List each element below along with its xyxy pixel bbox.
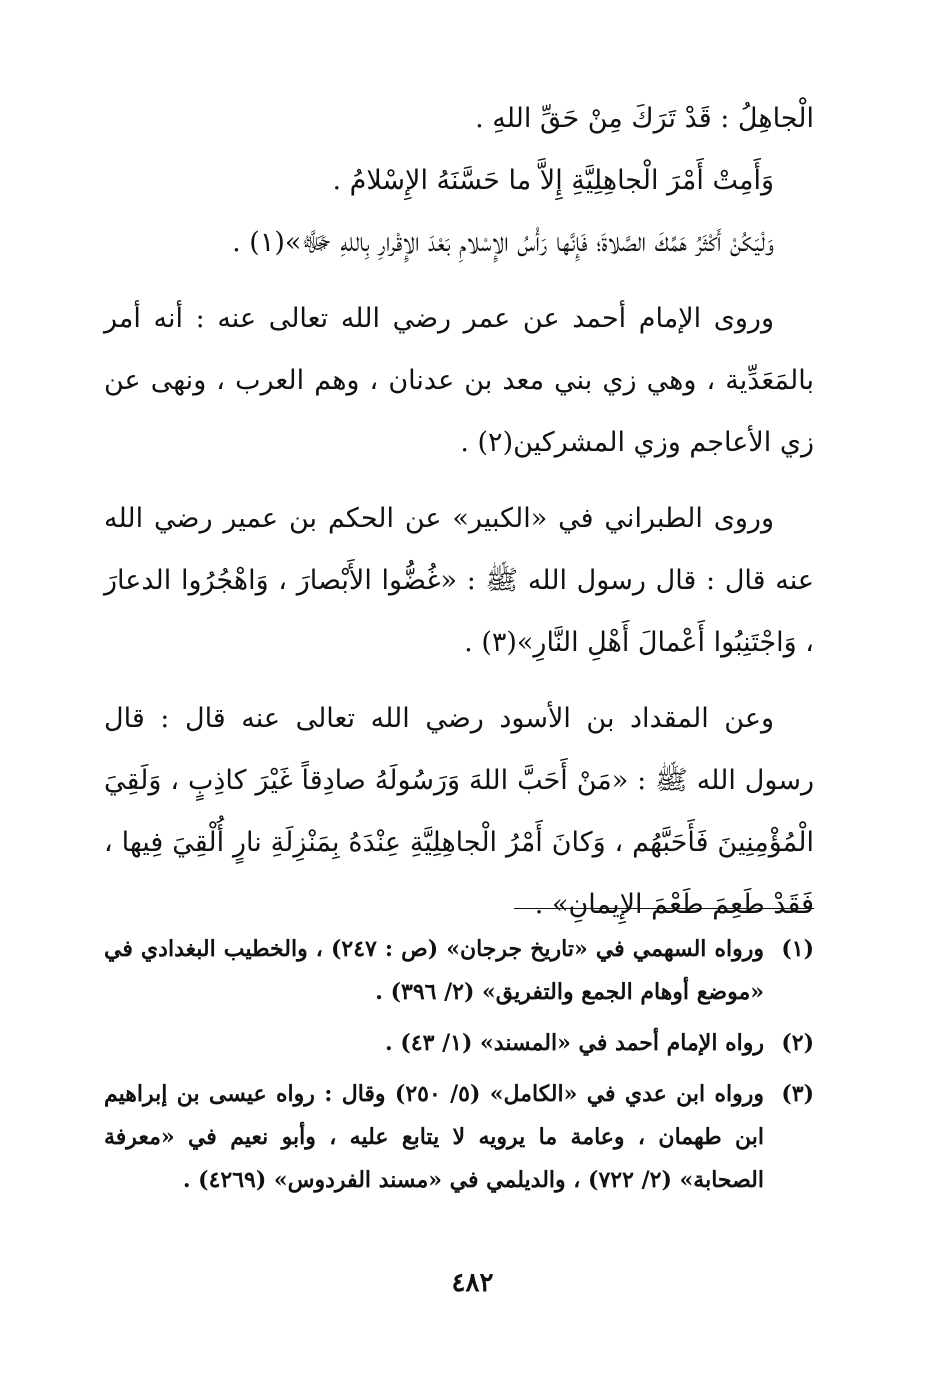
footnote-text: رواه الإمام أحمد في «المسند» (١/ ٤٣) . [385,1030,764,1056]
footnote-number: (٢) [781,1030,814,1056]
footnote-text: ورواه السهمي في «تاريخ جرجان» (ص : ٢٤٧) ، والخطيب البغدادي في «موضع أوهام الجمع والتفريق» (٢/ ٣٩٦) . [104,936,764,1005]
paragraph: وروى الإمام أحمد عن عمر رضي الله تعالى عنه : أنه أمر بالمَعَدِّية ، وهي زي بني معد بن عدنان ، وهم العرب ، ونهى عن زي الأعاجم وزي المشركين(٢) . [104,303,814,458]
paragraph: وعن المقداد بن الأسود رضي الله تعالى عنه قال : قال رسول الله ﷺ : «مَنْ أَحَبَّ اللهَ وَرَسُولَهُ صادِقاً غَيْرَ كاذِبٍ ، وَلَقِيَ الْمُؤْمِنِينَ فَأَحَبَّهُم ، وَكانَ أَمْرُ الْجاهِلِيَّةِ عِنْدَهُ بِمَنْزِلَةِ نارٍ أُلْقِيَ فِيها ، فَقَدْ طَعِمَ طَعْمَ الإِيمانِ» . [104,703,814,920]
main-text [104,88,814,936]
page-number: ٤٨٢ [451,1268,494,1298]
paragraph-quote-line: وَلْيَكُنْ أَكْثَرُ هَمِّكَ الصَّلاةَ؛ فَإِنَّها رَأْسُ الإِسْلامِ بَعْدَ الإِقْرارِ بِاللهِ ﷻ»(١) . [232,227,774,258]
paragraph-quote-line: وَأَمِتْ أَمْرَ الْجاهِلِيَّةِ إِلاَّ ما حَسَّنَهُ الإِسْلامُ . [332,165,774,196]
footnote-divider [514,908,814,909]
footnote-item [104,1022,814,1065]
footnote-number: (١) [781,936,814,962]
footnote-item [104,928,814,1014]
paragraph-continuation: الْجاهِلُ : قَدْ تَرَكَ مِنْ حَقِّ اللهِ . [475,103,814,134]
paragraph: وروى الطبراني في «الكبير» عن الحكم بن عمير رضي الله عنه قال : قال رسول الله ﷺ : «غُضُّوا الأَبْصارَ ، وَاهْجُرُوا الدعارَ ، وَاجْتَنِبُوا أَعْمالَ أَهْلِ النَّارِ»(٣) . [104,503,814,658]
footnote-item [104,1073,814,1202]
footnote-text: ورواه ابن عدي في «الكامل» (٥/ ٢٥٠) وقال : رواه عيسى بن إبراهيم ابن طهمان ، وعامة ما يرويه لا يتابع عليه ، وأبو نعيم في «معرفة الصحابة» (٢/ ٧٢٢) ، والديلمي في «مسند الفردوس» (٤٢٦٩) . [104,1081,764,1193]
footnote-number: (٣) [781,1081,814,1107]
footnotes [104,928,814,1210]
